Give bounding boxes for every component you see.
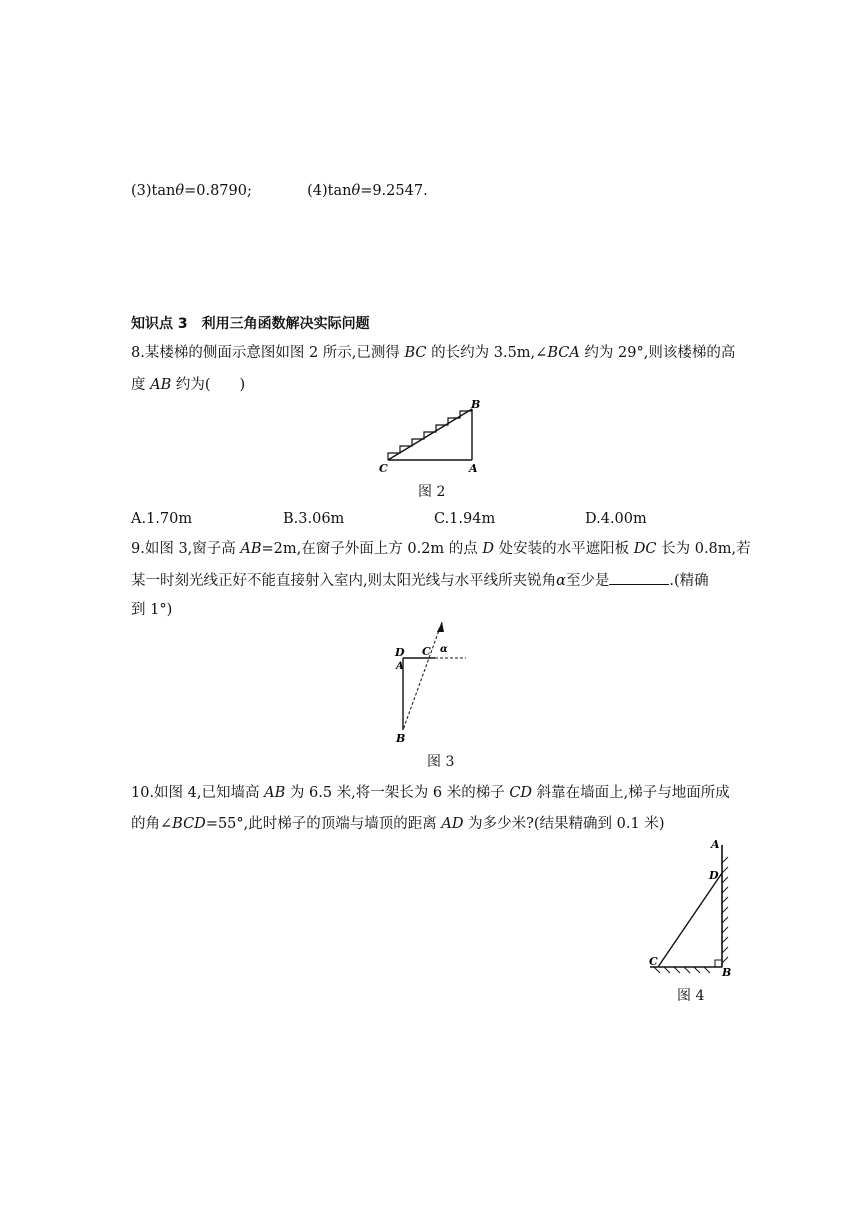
figure-3-label-a: A <box>396 661 404 672</box>
figure-3-label-b: B <box>396 732 406 745</box>
q8-option-a: A.1.70m <box>131 511 193 527</box>
wall-hatching <box>722 857 728 963</box>
q8-option-c: C.1.94m <box>434 511 496 527</box>
q9-line-2: 某一时刻光线正好不能直接射入室内,则太阳光线与水平线所夹锐角α至少是 .(精确 <box>131 570 709 591</box>
q7-answer-line: (3)tanθ=0.8790; (4)tanθ=9.2547. <box>131 183 428 199</box>
q8-option-b: B.3.06m <box>283 511 345 527</box>
q9-line-1: 9.如图 3,窗子高 AB=2m,在窗子外面上方 0.2m 的点 D 处安装的水平遮阳板 DC 长为 0.8m,若 <box>131 541 751 557</box>
figure-2-label-b: B <box>471 398 481 411</box>
q8-line-2: 度 AB 约为( ) <box>131 377 246 393</box>
figure-4-label-c: C <box>649 955 658 968</box>
staircase-hypotenuse <box>388 409 472 460</box>
q9-line-3: 到 1°) <box>131 602 173 618</box>
figure-2-staircase <box>376 396 486 474</box>
q10-line-2: 的角∠BCD=55°,此时梯子的顶端与墙顶的距离 AD 为多少米?(结果精确到 0.1 米) <box>131 816 665 832</box>
q8-option-d: D.4.00m <box>585 511 647 527</box>
figure-4-label-a: A <box>711 838 720 851</box>
q9-answer-blank[interactable] <box>609 570 669 585</box>
ladder-cd <box>658 873 722 967</box>
ground-hatching <box>654 967 710 973</box>
figure-2-label-a: A <box>469 462 478 474</box>
figure-4-label-d: D <box>709 869 719 882</box>
sun-ray-dashed <box>403 622 442 730</box>
figure-3-label-c: C <box>422 645 431 658</box>
right-angle-mark <box>715 960 722 967</box>
section-heading: 知识点 3 利用三角函数解决实际问题 <box>131 316 370 332</box>
q10-line-1: 10.如图 4,已知墙高 AB 为 6.5 米,将一架长为 6 米的梯子 CD 斜靠在墙面上,梯子与地面所成 <box>131 785 730 801</box>
sun-ray-arrowhead <box>437 622 444 632</box>
figure-4-ladder <box>640 833 740 978</box>
figure-2-label-c: C <box>379 462 388 474</box>
figure-4-caption: 图 4 <box>677 988 705 1004</box>
figure-4-label-b: B <box>722 966 732 978</box>
figure-3-label-d: D <box>395 646 405 659</box>
figure-2-caption: 图 2 <box>418 484 446 500</box>
q8-line-1: 8.某楼梯的侧面示意图如图 2 所示,已测得 BC 的长约为 3.5m,∠BCA 约为 29°,则该楼梯的高 <box>131 345 736 361</box>
figure-3-window-shade <box>390 620 480 750</box>
figure-3-label-alpha: α <box>440 644 448 655</box>
figure-3-caption: 图 3 <box>427 754 455 770</box>
